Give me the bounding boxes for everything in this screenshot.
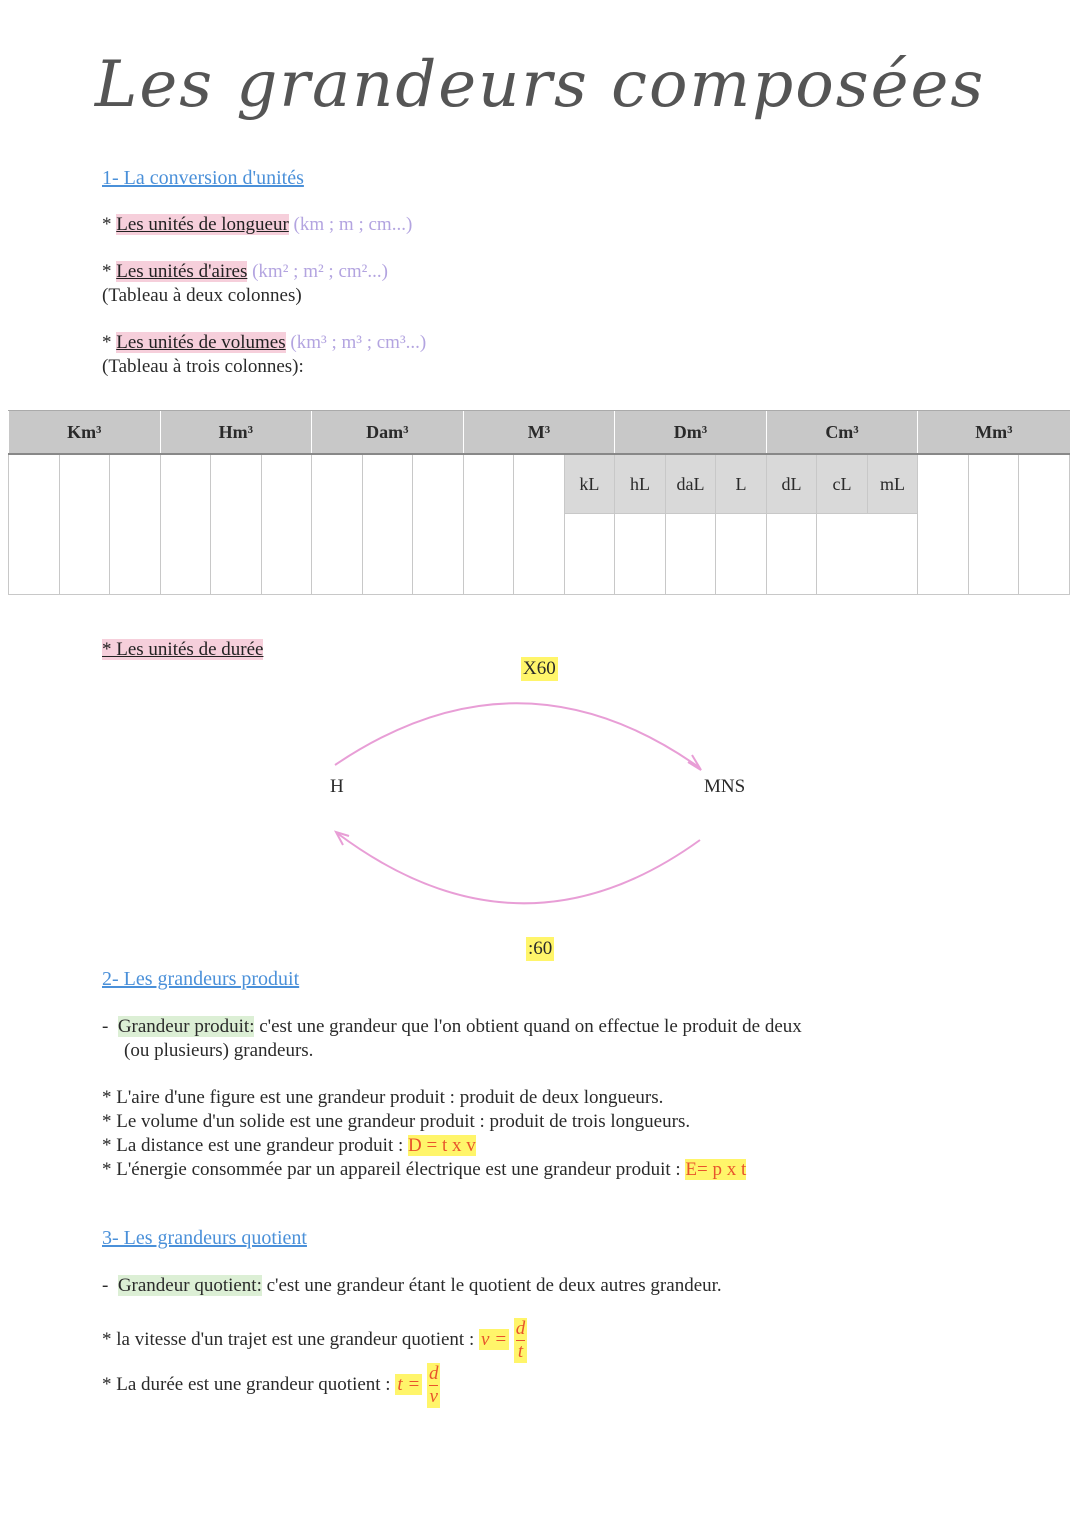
bullet: *	[102, 214, 112, 235]
section-1-heading: 1- La conversion d'unités	[102, 167, 304, 189]
item-text: * Le volume d'un solide est une grandeur produit : produit de trois longueurs.	[102, 1111, 691, 1132]
liter-kl: kL	[564, 454, 615, 514]
duree-fraction	[427, 1363, 441, 1408]
aires-note: (km² ; m² ; cm²...)	[252, 261, 388, 282]
fraction-denominator: v	[429, 1386, 438, 1407]
item-text: * L'énergie consommée par un appareil électrique est une grandeur produit :	[102, 1159, 686, 1180]
liter-cl: cL	[817, 454, 868, 514]
multiply-op: X60	[523, 658, 556, 679]
quotient-def: c'est une grandeur étant le quotient de deux autres grandeur.	[261, 1275, 722, 1296]
fraction-numerator: d	[515, 1318, 526, 1339]
fraction-numerator: d	[428, 1363, 439, 1384]
duree-label-text: * Les unités de durée	[102, 639, 264, 660]
arrowhead-right	[688, 755, 701, 770]
quotient-term: Grandeur quotient:	[117, 1275, 262, 1296]
vitesse-text: * la vitesse d'un trajet est une grandeur quotient :	[102, 1328, 479, 1350]
header-m3: M³	[463, 411, 615, 455]
liter-dal: daL	[665, 454, 716, 514]
bullet: *	[102, 332, 112, 353]
dash: -	[102, 1275, 109, 1296]
volumes-sub: (Tableau à trois colonnes):	[102, 356, 304, 377]
dash: -	[102, 1016, 109, 1037]
hours-unit: H	[330, 776, 344, 797]
item-text: * L'aire d'une figure est une grandeur produit : produit de deux longueurs.	[102, 1087, 664, 1108]
list-item	[102, 1158, 746, 1182]
energy-formula: E= p x t	[685, 1159, 747, 1180]
produit-term: Grandeur produit:	[117, 1016, 255, 1037]
longueur-label: Les unités de longueur	[116, 214, 289, 235]
var-v: v	[481, 1328, 490, 1350]
list-item	[102, 1110, 690, 1134]
liter-l: L	[716, 454, 767, 514]
longueur-note: (km ; m ; cm...)	[293, 214, 413, 235]
volumes-note: (km³ ; m³ ; cm³...)	[290, 332, 427, 353]
produit-def-2: (ou plusieurs) grandeurs.	[124, 1040, 314, 1061]
produit-definition	[102, 1015, 802, 1039]
header-cm3: Cm³	[766, 411, 918, 455]
equals-sign: =	[407, 1373, 421, 1395]
duree-lhs	[395, 1374, 422, 1395]
header-dm3: Dm³	[615, 411, 767, 455]
header-mm3: Mm³	[918, 411, 1070, 455]
vitesse-line	[102, 1318, 527, 1363]
vitesse-lhs	[479, 1329, 509, 1350]
liter-hl: hL	[615, 454, 666, 514]
quotient-definition	[102, 1274, 722, 1298]
distance-formula: D = t x v	[408, 1135, 476, 1156]
duree-text: * La durée est une grandeur quotient :	[102, 1373, 396, 1395]
liter-dl: dL	[766, 454, 817, 514]
vitesse-fraction	[514, 1318, 528, 1363]
list-item	[102, 1134, 476, 1158]
item-text: * La distance est une grandeur produit :	[102, 1135, 409, 1156]
aires-label: Les unités d'aires	[116, 261, 248, 282]
arrowhead-left	[336, 832, 349, 845]
fraction-denominator: t	[517, 1341, 524, 1362]
equals-sign: =	[494, 1328, 508, 1350]
header-hm3: Hm³	[160, 411, 312, 455]
header-km3: Km³	[9, 411, 161, 455]
header-dam3: Dam³	[312, 411, 464, 455]
minutes-unit: MNS	[704, 776, 746, 797]
section-3-heading: 3- Les grandeurs quotient	[102, 1227, 307, 1249]
duree-quotient-line	[102, 1363, 440, 1408]
volumes-label: Les unités de volumes	[116, 332, 286, 353]
divide-op: :60	[528, 938, 553, 959]
arrow-h-to-mns	[335, 703, 700, 768]
bullet: *	[102, 261, 112, 282]
liter-ml: mL	[867, 454, 918, 514]
produit-def-1: c'est une grandeur que l'on obtient quand on effectue le produit de deux	[254, 1016, 802, 1037]
aires-sub: (Tableau à deux colonnes)	[102, 285, 302, 306]
arrow-mns-to-h	[337, 833, 700, 903]
var-t: t	[397, 1373, 403, 1395]
list-item	[102, 1086, 663, 1110]
section-2-heading: 2- Les grandeurs produit	[102, 968, 300, 990]
page-title: Les grandeurs composées	[94, 48, 986, 122]
